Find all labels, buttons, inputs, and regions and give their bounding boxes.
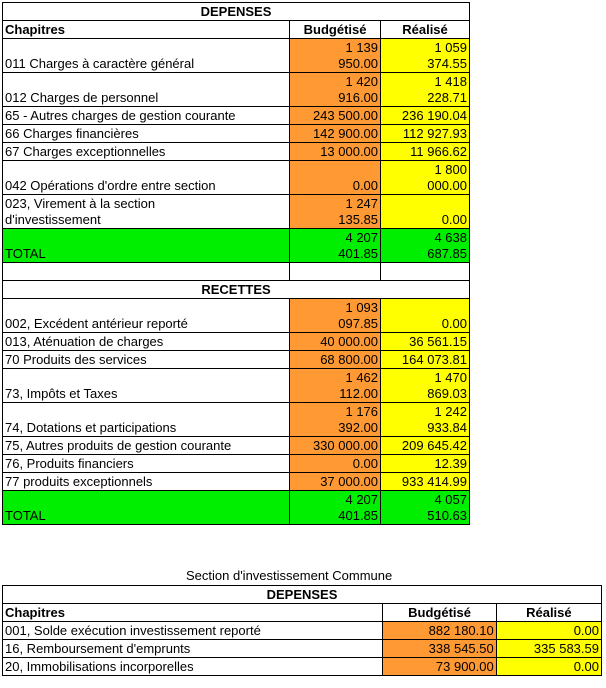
col-chapitres: Chapitres bbox=[3, 21, 290, 39]
table-row: 042 Opérations d'ordre entre section 0.00 1 800 000.00 bbox=[3, 161, 470, 195]
col-budgetise: Budgétisé bbox=[290, 21, 381, 39]
table-row: 011 Charges à caractère général 1 139 950.00 1 059 374.55 bbox=[3, 39, 470, 73]
table-row: 67 Charges exceptionnelles 13 000.00 11 966.62 bbox=[3, 143, 470, 161]
table-row: 74, Dotations et participations 1 176 392.00 1 242 933.84 bbox=[3, 403, 470, 437]
table-row: 76, Produits financiers 0.00 12.39 bbox=[3, 455, 470, 473]
table-row: 77 produits exceptionnels 37 000.00 933 414.99 bbox=[3, 473, 470, 491]
table-row: 16, Remboursement d'emprunts 338 545.50 335 583.59 bbox=[3, 640, 602, 658]
table-row: 65 - Autres charges de gestion courante 243 500.00 236 190.04 bbox=[3, 107, 470, 125]
table-row: 66 Charges financières 142 900.00 112 927.93 bbox=[3, 125, 470, 143]
section-caption: Section d'investissement Commune bbox=[186, 568, 393, 583]
recettes-title: RECETTES bbox=[3, 281, 470, 299]
total-row: TOTAL 4 207 401.85 4 057 510.63 bbox=[3, 491, 470, 525]
table-row: 70 Produits des services 68 800.00 164 073.81 bbox=[3, 351, 470, 369]
col-budgetise: Budgétisé bbox=[383, 604, 496, 622]
table-row: 023, Virement à la section d'investissement 1 247 135.85 0.00 bbox=[3, 195, 470, 229]
investissement-table bbox=[2, 585, 602, 676]
table-row: 73, Impôts et Taxes 1 462 112.00 1 470 869.03 bbox=[3, 369, 470, 403]
fonctionnement-table bbox=[2, 2, 470, 525]
spacer-row bbox=[3, 263, 470, 281]
table-row: 75, Autres produits de gestion courante 330 000.00 209 645.42 bbox=[3, 437, 470, 455]
col-chapitres: Chapitres bbox=[3, 604, 383, 622]
table-row: 002, Excédent antérieur reporté 1 093 097.85 0.00 bbox=[3, 299, 470, 333]
table-row: 20, Immobilisations incorporelles 73 900.00 0.00 bbox=[3, 658, 602, 676]
col-realise: Réalisé bbox=[381, 21, 470, 39]
table-row: 001, Solde exécution investissement reporté 882 180.10 0.00 bbox=[3, 622, 602, 640]
depenses-title: DEPENSES bbox=[3, 3, 470, 21]
col-realise: Réalisé bbox=[496, 604, 601, 622]
total-row: TOTAL 4 207 401.85 4 638 687.85 bbox=[3, 229, 470, 263]
depenses-title: DEPENSES bbox=[3, 586, 602, 604]
table-row: 013, Aténuation de charges 40 000.00 36 561.15 bbox=[3, 333, 470, 351]
table-row: 012 Charges de personnel 1 420 916.00 1 418 228.71 bbox=[3, 73, 470, 107]
